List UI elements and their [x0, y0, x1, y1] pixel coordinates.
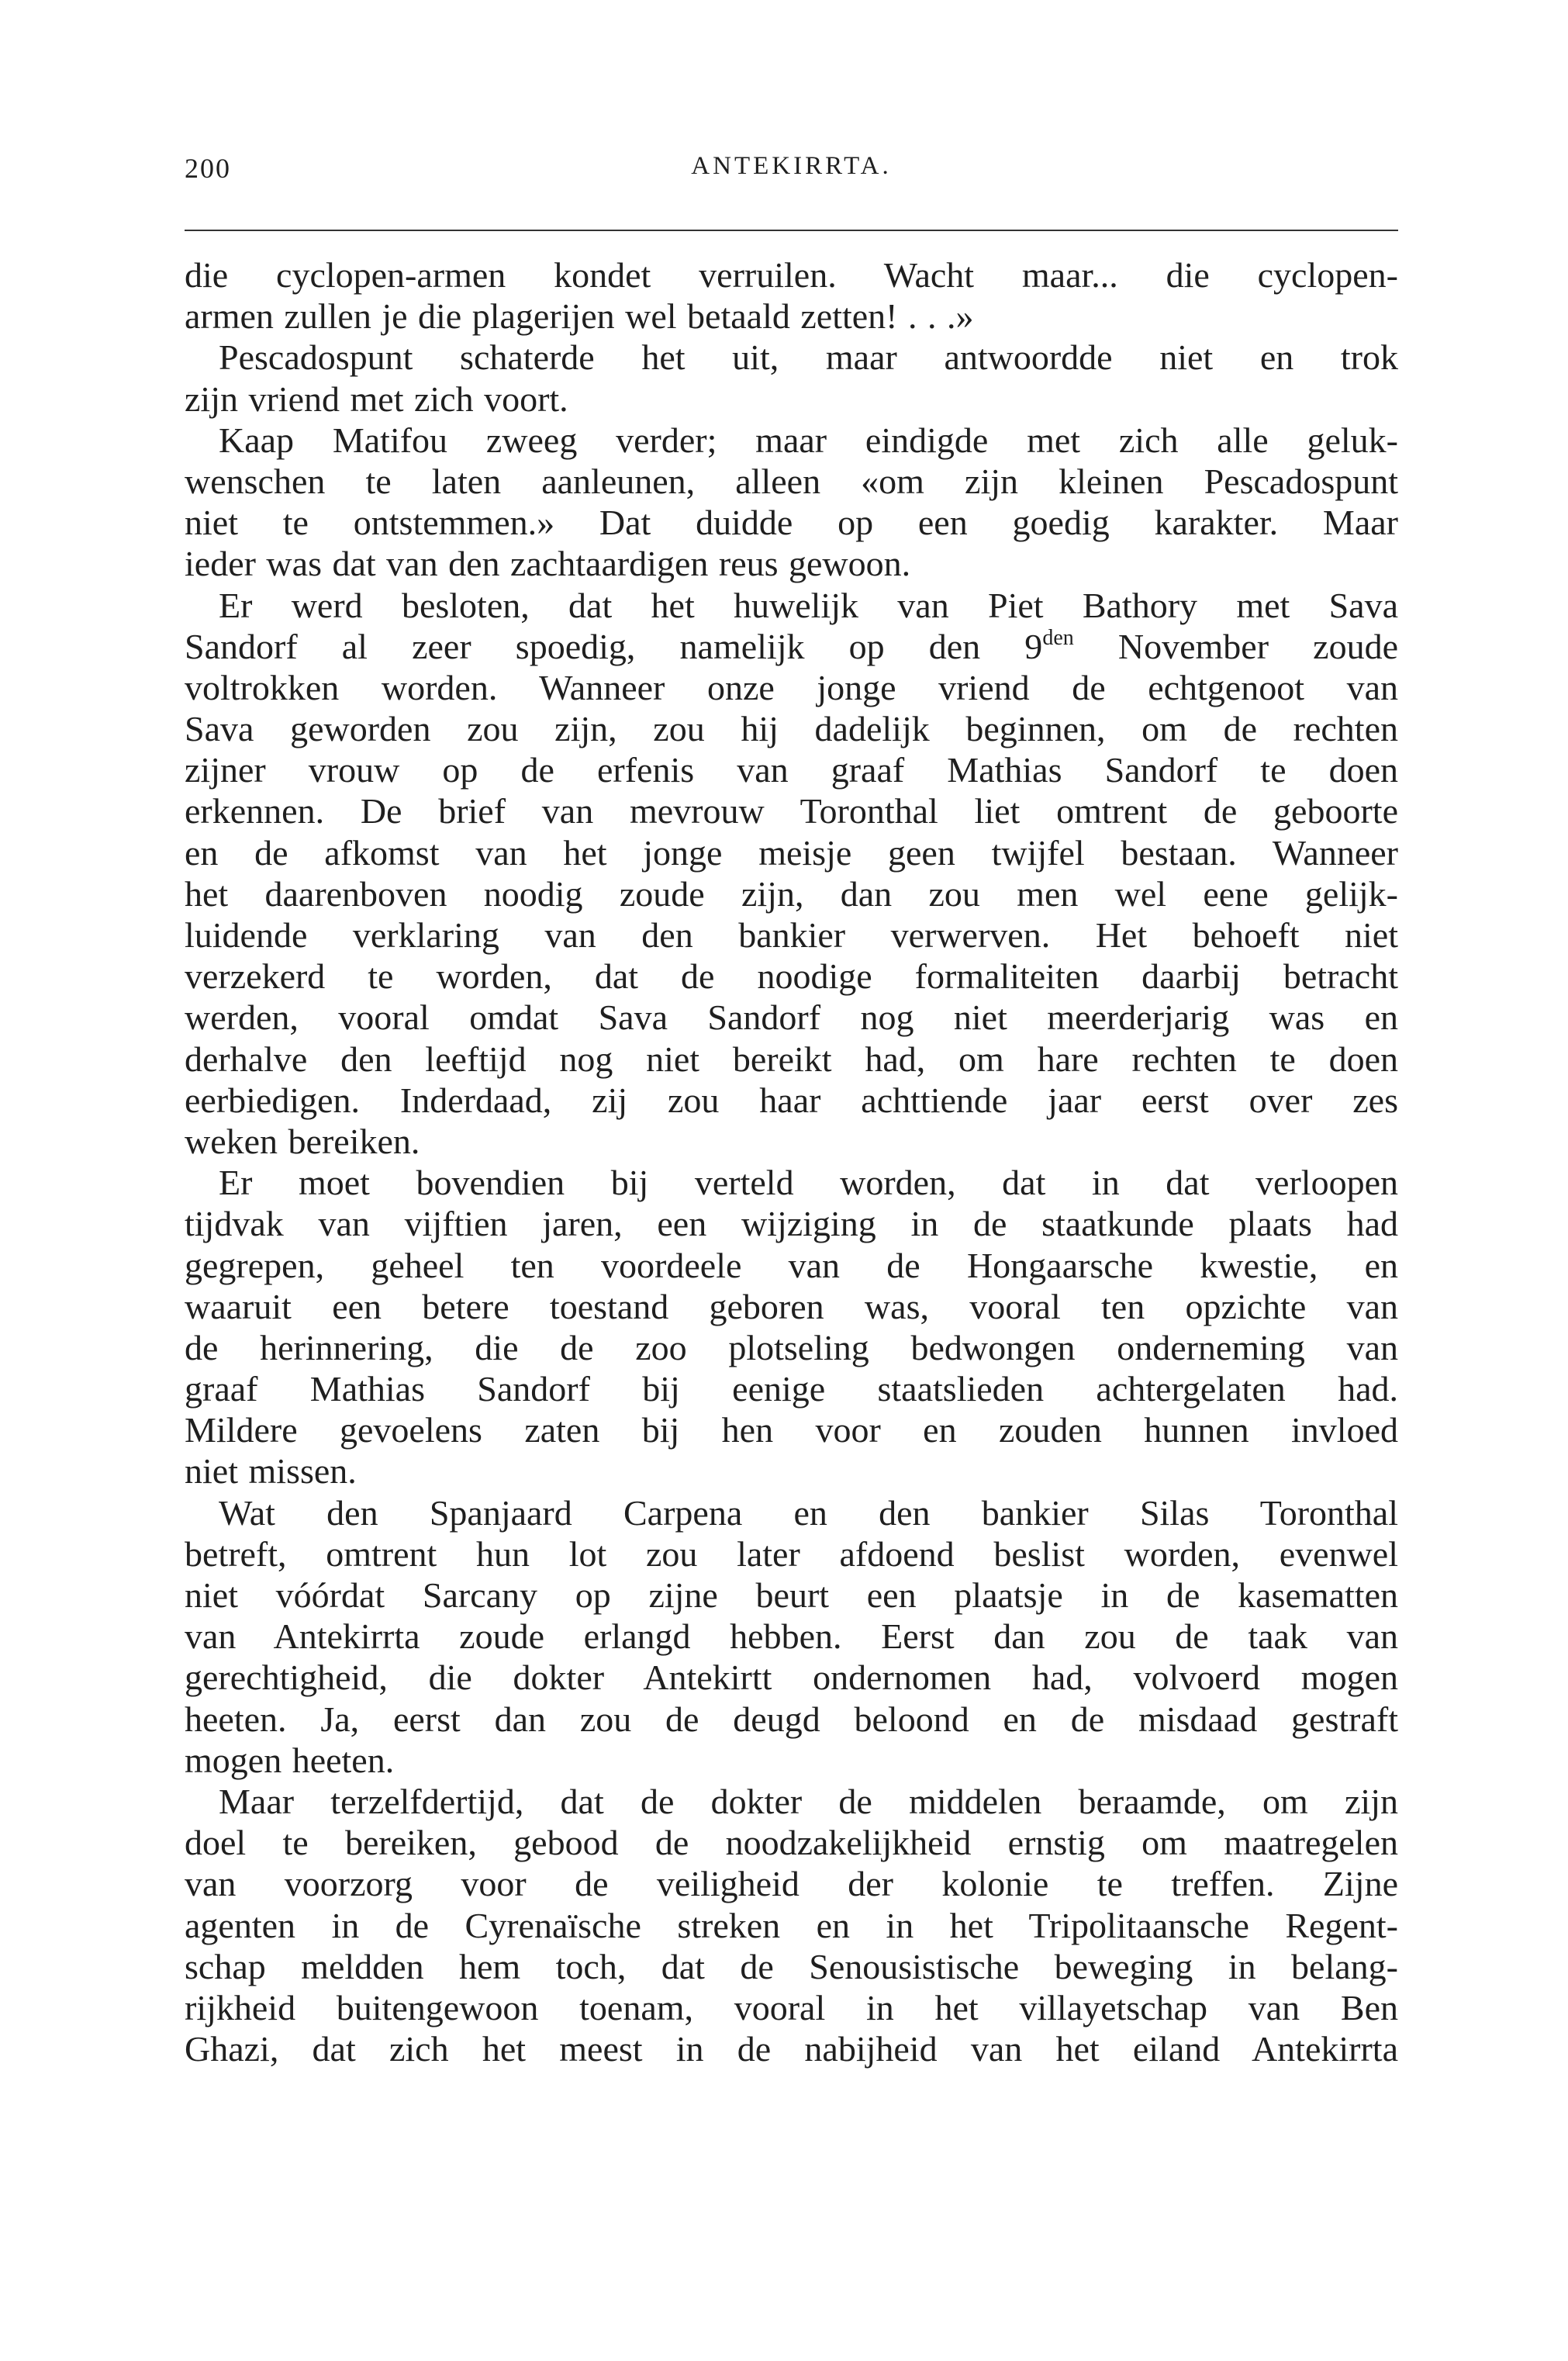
text-line: rijkheid buitengewoon toenam, vooral in het villayetschap van Ben — [185, 1987, 1398, 2027]
text-fragment: November zoude — [1073, 626, 1399, 666]
text-line: de herinnering, die de zoo plotseling bedwongen onderneming van — [185, 1327, 1398, 1367]
text-line: die cyclopen-armen kondet verruilen. Wacht maar... die cyclopen- — [185, 255, 1398, 295]
text-line: van voorzorg voor de veiligheid der kolonie te treffen. Zijne — [185, 1864, 1398, 1904]
text-line: luidende verklaring van den bankier verwerven. Het behoeft niet — [185, 915, 1398, 955]
text-line: heeten. Ja, eerst dan zou de deugd beloond en de misdaad gestraft — [185, 1699, 1398, 1739]
text-line: van Antekirrta zoude erlangd hebben. Eerst dan zou de taak van — [185, 1616, 1398, 1657]
text-line: Er werd besloten, dat het huwelijk van Piet Bathory met Sava — [219, 585, 1398, 625]
text-line: weken bereiken. — [185, 1121, 420, 1161]
text-fragment: Sandorf al zeer spoedig, namelijk op den 9 — [185, 626, 1043, 666]
text-line: agenten in de Cyrenaïsche streken en in het Tripolitaansche Regent- — [185, 1905, 1398, 1945]
text-line: waaruit een betere toestand geboren was, vooral ten opzichte van — [185, 1286, 1398, 1326]
text-line: Mildere gevoelens zaten bij hen voor en zouden hunnen invloed — [185, 1410, 1398, 1450]
page-number: 200 — [185, 153, 231, 184]
text-line: Pescadospunt schaterde het uit, maar antwoordde niet en trok — [219, 337, 1398, 378]
text-line: voltrokken worden. Wanneer onze jonge vriend de echtgenoot van — [185, 667, 1398, 707]
text-line: zijn vriend met zich voort. — [185, 379, 568, 419]
text-line-with-superscript — [185, 626, 1398, 667]
text-line: niet missen. — [185, 1451, 357, 1492]
superscript: den — [1042, 625, 1074, 650]
header-rule — [185, 230, 1398, 231]
text-line: en de afkomst van het jonge meisje geen twijfel bestaan. Wanneer — [185, 832, 1398, 873]
text-line: doel te bereiken, gebood de noodzakelijkheid ernstig om maatregelen — [185, 1823, 1398, 1863]
text-line: graaf Mathias Sandorf bij eenige staatslieden achtergelaten had. — [185, 1369, 1398, 1409]
text-line: wenschen te laten aanleunen, alleen «om zijn kleinen Pescadospunt — [185, 461, 1398, 501]
text-line: mogen heeten. — [185, 1740, 395, 1780]
text-line: betreft, omtrent hun lot zou later afdoend beslist worden, evenwel — [185, 1533, 1398, 1574]
text-line: armen zullen je die plagerijen wel betaald zetten! . . .» — [185, 296, 974, 337]
text-line: Wat den Spanjaard Carpena en den bankier Silas Toronthal — [219, 1492, 1398, 1533]
text-line: verzekerd te worden, dat de noodige formaliteiten daarbij betracht — [185, 956, 1398, 997]
text-line: niet te ontstemmen.» Dat duidde op een goedig karakter. Maar — [185, 503, 1398, 543]
text-line: zijner vrouw op de erfenis van graaf Mathias Sandorf te doen — [185, 750, 1398, 790]
text-line: het daarenboven noodig zoude zijn, dan zou men wel eene gelijk- — [185, 873, 1398, 914]
text-line: gegrepen, geheel ten voordeele van de Hongaarsche kwestie, en — [185, 1245, 1398, 1285]
text-line: werden, vooral omdat Sava Sandorf nog niet meerderjarig was en — [185, 997, 1398, 1038]
text-line: tijdvak van vijftien jaren, een wijziging in de staatkunde plaats had — [185, 1204, 1398, 1244]
text-line: Kaap Matifou zweeg verder; maar eindigde met zich alle geluk- — [219, 420, 1398, 460]
text-line: Er moet bovendien bij verteld worden, dat in dat verloopen — [219, 1163, 1398, 1203]
text-line: gerechtigheid, die dokter Antekirtt ondernomen had, volvoerd mogen — [185, 1658, 1398, 1698]
text-line: eerbiedigen. Inderdaad, zij zou haar achttiende jaar eerst over zes — [185, 1080, 1398, 1120]
body-text — [185, 254, 1398, 2069]
text-line: Sava geworden zou zijn, zou hij dadelijk beginnen, om de rechten — [185, 709, 1398, 749]
text-line: Ghazi, dat zich het meest in de nabijheid van het eiland Antekirrta — [185, 2029, 1398, 2069]
text-line: Maar terzelfdertijd, dat de dokter de middelen beraamde, om zijn — [219, 1781, 1398, 1821]
running-head — [185, 152, 1398, 199]
text-line: schap meldden hem toch, dat de Senousistische beweging in belang- — [185, 1946, 1398, 1986]
text-line: niet vóórdat Sarcany op zijne beurt een plaatsje in de kasematten — [185, 1575, 1398, 1615]
text-line: ieder was dat van den zachtaardigen reus gewoon. — [185, 544, 911, 584]
running-title: ANTEKIRRTA. — [691, 152, 892, 180]
text-line: derhalve den leeftijd nog niet bereikt had, om hare rechten te doen — [185, 1039, 1398, 1079]
text-line: erkennen. De brief van mevrouw Toronthal liet omtrent de geboorte — [185, 791, 1398, 831]
